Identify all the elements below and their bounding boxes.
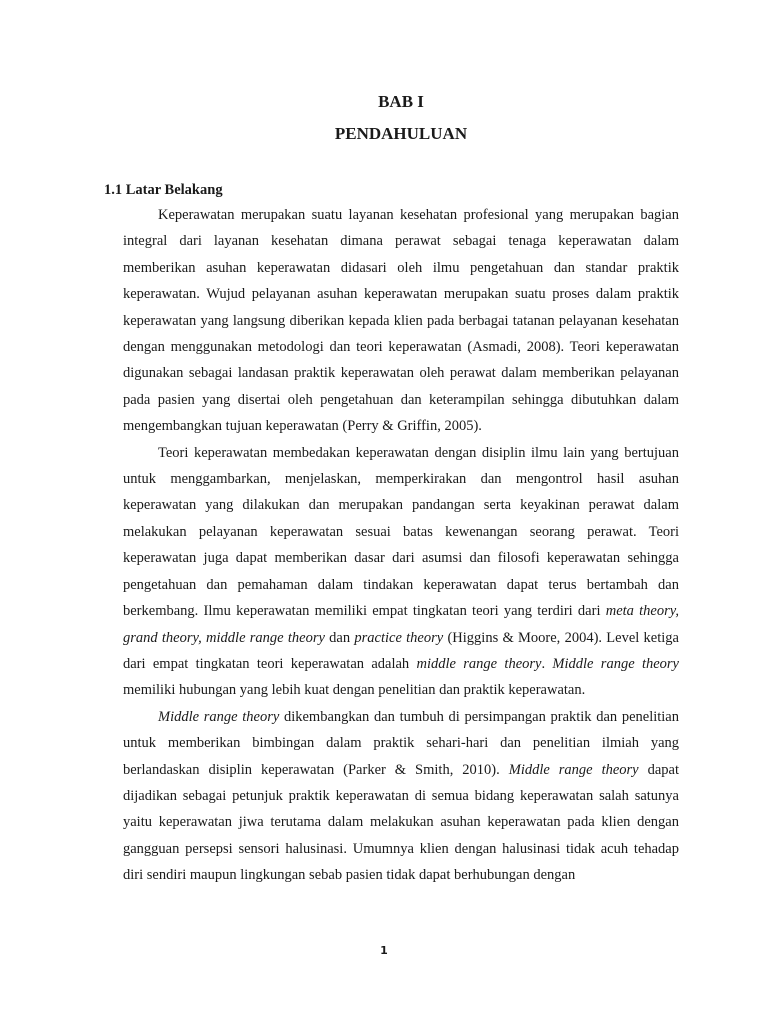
text-run: .: [541, 655, 553, 672]
text-run: dan: [324, 629, 355, 646]
italic-term: Middle range theory: [508, 761, 639, 778]
chapter-number: BAB I: [378, 92, 424, 111]
body-text: [123, 202, 679, 889]
italic-term: meta theory, grand theory, middle range theory: [123, 603, 680, 646]
text-run: dikembangkan dan tumbuh di persimpangan praktik dan penelitian untuk memberikan bimbingan dalam praktik sehari-hari dan penelitian ilmiah yang berlandaskan disiplin keperawatan (Parker & Smith, 2010).: [123, 708, 679, 778]
text-run: Teori keperawatan membedakan keperawatan dengan disiplin ilmu lain yang bertujuan untuk menggambarkan, menjelaskan, memperkirakan dan mengontrol hasil asuhan keperawatan yang dilakukan dan merupakan pandangan serta keyakinan perawat dalam melakukan pelayanan keperawatan sesuai batas kewenangan seorang perawat. Teori keperawatan juga dapat memberikan dasar dari asumsi dan filosofi keperawatan sehingga pengetahuan dan pemahaman dalam tindakan keperawatan dapat terus bertambah dan berkembang. Ilmu keperawatan memiliki empat tingkatan teori yang terdiri dari: [123, 444, 679, 620]
text-run: (Higgins & Moore, 2004). Level ketiga dari empat tingkatan teori keperawatan adalah: [123, 629, 679, 672]
section-heading: 1.1 Latar Belakang: [104, 182, 223, 198]
italic-term: Middle range theory: [552, 655, 679, 672]
text-run: Keperawatan merupakan suatu layanan kesehatan profesional yang merupakan bagian integral dari layanan kesehatan dimana perawat sebagai tenaga keperawatan dalam memberikan asuhan keperawatan didasari oleh ilmu pengetahuan dan standar praktik keperawatan. Wujud pelayanan asuhan keperawatan merupakan suatu proses dalam praktik keperawatan yang langsung diberikan kepada klien pada berbagai tatanan pelayanan kesehatan dengan menggunakan metodologi dan teori keperawatan (Asmadi, 2008). Teori keperawatan digunakan sebagai landasan praktik keperawatan oleh perawat dalam memberikan pelayanan pada pasien yang disertai oleh pengetahuan dan keterampilan sehingga dibutuhkan dalam mengembangkan tujuan keperawatan (Perry & Griffin, 2005).: [123, 207, 679, 435]
paragraph: [123, 202, 679, 440]
paragraph: [123, 440, 679, 704]
italic-term: middle range theory: [416, 655, 542, 672]
italic-term: Middle range theory: [158, 708, 280, 725]
text-run: memiliki hubungan yang lebih kuat dengan penelitian dan praktik keperawatan.: [123, 682, 586, 699]
text-run: dapat dijadikan sebagai petunjuk praktik keperawatan di semua bidang keperawatan salah satunya yaitu keperawatan jiwa terutama dalam melakukan asuhan keperawatan pada klien dengan gangguan persepsi sensori halusinasi. Umumnya klien dengan halusinasi tidak acuh tehadap diri sendiri maupun lingkungan sebab pasien tidak dapat berhubungan dengan: [123, 761, 679, 884]
paragraph: [123, 704, 679, 889]
chapter-title: PENDAHULUAN: [334, 124, 468, 143]
page-number: 1: [380, 944, 388, 957]
italic-term: practice theory: [354, 629, 444, 646]
